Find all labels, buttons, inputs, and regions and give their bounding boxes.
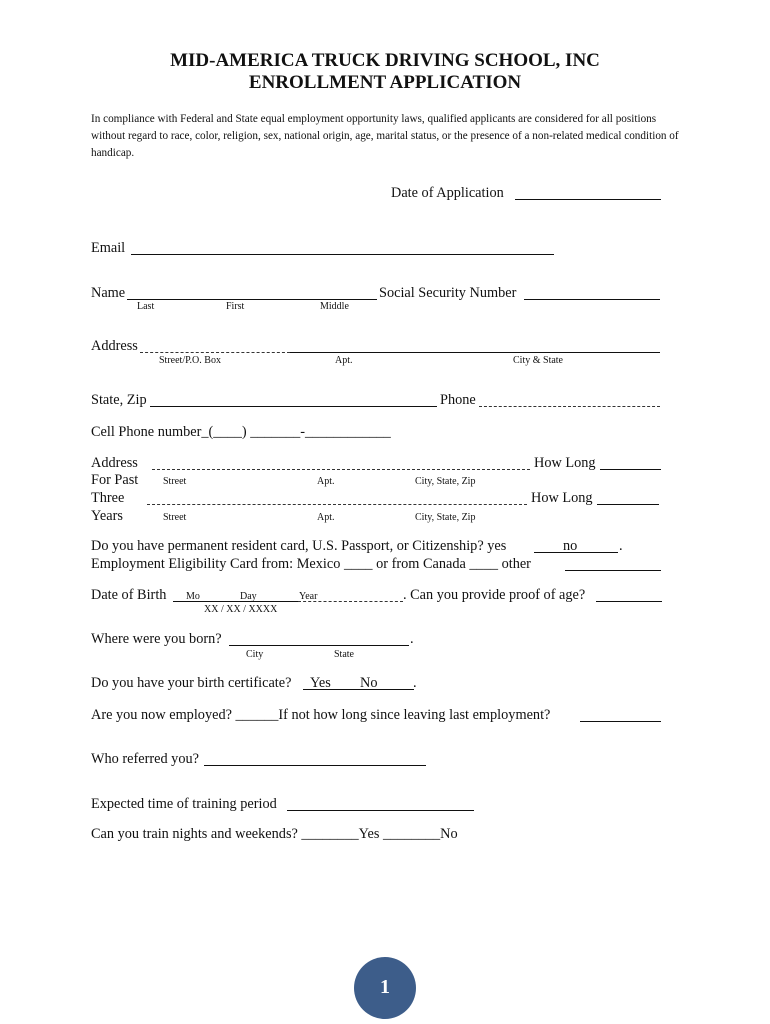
past-address-1-city-caption: City, State, Zip [415, 476, 476, 487]
name-middle-caption: Middle [320, 301, 349, 312]
past-address-label-1: Address [91, 455, 138, 471]
resident-question: Do you have permanent resident card, U.S. Passport, or Citizenship? yes [91, 538, 507, 554]
address-street-caption: Street/P.O. Box [159, 355, 221, 366]
birth-certificate-no[interactable]: No [360, 675, 378, 691]
how-long-1-label: How Long [534, 455, 596, 471]
how-long-2-field[interactable] [597, 504, 659, 505]
employment-duration-field[interactable] [580, 721, 661, 722]
proof-of-age-field[interactable] [596, 601, 662, 602]
dob-format-hint: XX / XX / XXXX [204, 604, 278, 615]
past-address-2-city-caption: City, State, Zip [415, 512, 476, 523]
date-of-application-field[interactable] [515, 199, 661, 200]
past-address-label-2: For Past [91, 472, 139, 488]
past-address-label-3: Three [91, 490, 125, 506]
intro-paragraph: In compliance with Federal and State equal employment opportunity laws, qualified applicants are considered for all positions without regard to race, color, religion, sex, national origin, age, marital status, or the presence of a non-related medical condition of handicap. [91, 113, 679, 159]
birthplace-period: . [410, 631, 414, 647]
address-city-caption: City & State [513, 355, 563, 366]
dob-year-caption: Year [299, 591, 318, 602]
birthplace-field[interactable] [229, 645, 409, 646]
ssn-field[interactable] [524, 299, 660, 300]
birthplace-state-caption: State [334, 649, 354, 660]
address-line-dashed [140, 352, 290, 353]
state-zip-label: State, Zip [91, 392, 147, 408]
address-field[interactable] [290, 352, 660, 353]
ssn-label: Social Security Number [379, 285, 517, 301]
training-period-question: Expected time of training period [91, 796, 277, 812]
name-last-caption: Last [137, 301, 155, 312]
birthplace-question: Where were you born? [91, 631, 222, 647]
past-address-1-street-caption: Street [163, 476, 187, 487]
date-of-application-label: Date of Application [391, 185, 504, 201]
cell-phone-label[interactable]: Cell Phone number_(____) _______-____________ [91, 424, 391, 440]
phone-field[interactable] [479, 406, 660, 407]
address-apt-caption: Apt. [335, 355, 353, 366]
past-address-2-field[interactable] [147, 504, 527, 505]
address-label: Address [91, 338, 138, 354]
birth-certificate-period: . [413, 675, 417, 691]
proof-of-age-question: . Can you provide proof of age? [403, 587, 586, 603]
name-first-caption: First [226, 301, 245, 312]
phone-label: Phone [440, 392, 476, 408]
how-long-1-field[interactable] [600, 469, 661, 470]
employment-question: Are you now employed? ______If not how long since leaving last employment? [91, 707, 551, 723]
birthplace-city-caption: City [246, 649, 264, 660]
past-address-1-field[interactable] [152, 469, 530, 470]
eligibility-question: Employment Eligibility Card from: Mexico ____ or from Canada ____ other [91, 556, 531, 572]
email-label: Email [91, 240, 126, 256]
past-address-label-4: Years [91, 508, 123, 524]
form-title-line1: MID-AMERICA TRUCK DRIVING SCHOOL, INC [170, 50, 600, 71]
name-label: Name [91, 285, 126, 301]
dob-month-caption: Mo [186, 591, 200, 602]
nights-weekends-question[interactable]: Can you train nights and weekends? ________Yes ________No [91, 826, 458, 842]
birth-certificate-question: Do you have your birth certificate? [91, 675, 292, 691]
email-field[interactable] [131, 254, 554, 255]
past-address-2-apt-caption: Apt. [317, 512, 335, 523]
birth-certificate-yes[interactable]: Yes [310, 675, 331, 691]
state-zip-field[interactable] [150, 406, 437, 407]
form-title-line2: ENROLLMENT APPLICATION [248, 72, 522, 93]
how-long-2-label: How Long [531, 490, 593, 506]
dob-label: Date of Birth [91, 587, 167, 603]
dob-day-caption: Day [240, 591, 257, 602]
name-field[interactable] [127, 299, 377, 300]
resident-period: . [619, 538, 623, 554]
resident-no-option[interactable]: no [563, 538, 578, 554]
eligibility-other-field[interactable] [565, 570, 661, 571]
past-address-1-apt-caption: Apt. [317, 476, 335, 487]
training-period-field[interactable] [287, 810, 474, 811]
past-address-2-street-caption: Street [163, 512, 187, 523]
referral-field[interactable] [204, 765, 426, 766]
referral-question: Who referred you? [91, 751, 199, 767]
page-number-badge: 1 [354, 957, 416, 1019]
